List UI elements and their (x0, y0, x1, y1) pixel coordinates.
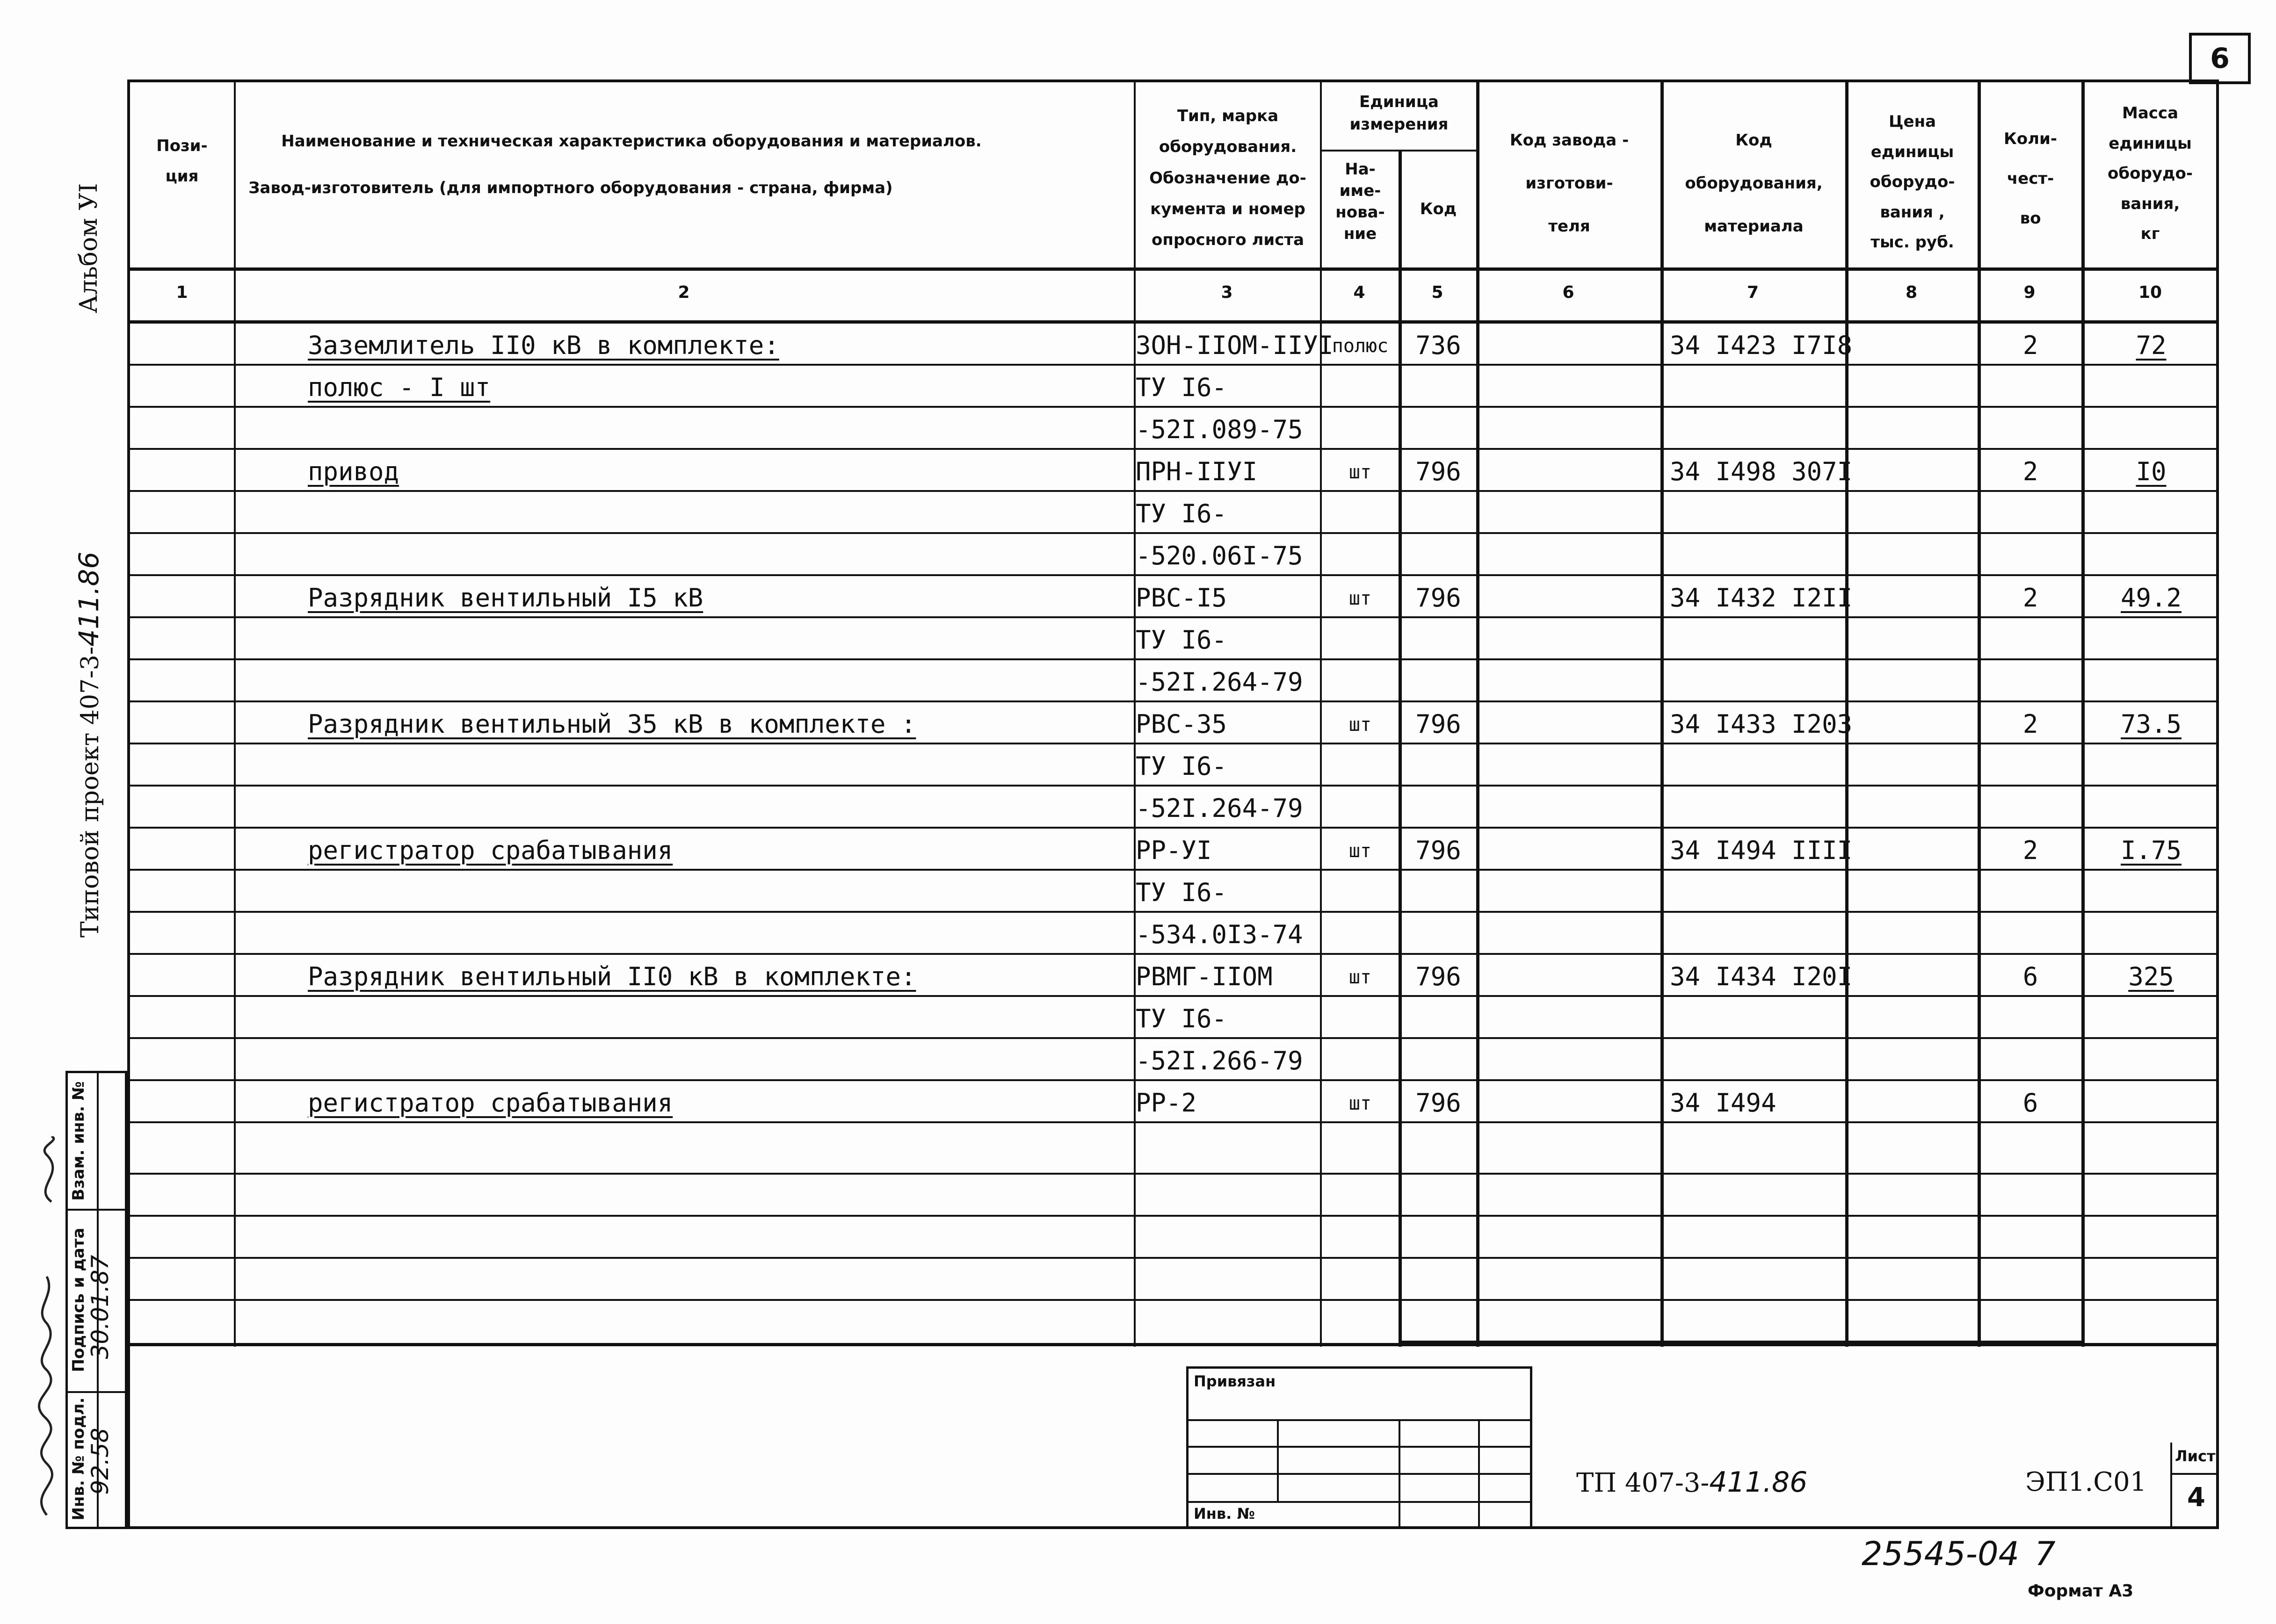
privyazan-label: Привязан (1194, 1372, 1276, 1390)
cell-type: -534.0I3-74 (1136, 920, 1303, 949)
cell-name: Разрядник вентильный II0 кВ в комплекте: (308, 962, 916, 991)
cell-equip-code: 34 I494 (1670, 1088, 1776, 1118)
colnum-1: 1 (176, 283, 188, 302)
cell-name: привод (308, 457, 399, 486)
cell-qty: 2 (2022, 331, 2038, 360)
cell-type: РР-УI (1136, 836, 1212, 865)
header-factory-code: Код завода - изготови- теля (1509, 131, 1629, 236)
cell-mass: 73.5 (2120, 709, 2182, 739)
cell-type: РВС-35 (1136, 709, 1227, 739)
format-label: Формат А3 (2028, 1581, 2134, 1601)
colnum-4: 4 (1353, 283, 1365, 302)
header-position: Пози- ция (156, 137, 208, 186)
cell-equip-code: 34 I434 I20I (1670, 962, 1853, 991)
cell-mass: I.75 (2120, 836, 2182, 865)
cell-unit: шт (1348, 967, 1372, 988)
cell-type: ТУ I6- (1136, 1004, 1227, 1033)
colnum-5: 5 (1431, 283, 1443, 302)
archive-number: 25545-04 (1862, 1535, 2020, 1573)
project-label (72, 551, 105, 938)
cell-unit: шт (1348, 462, 1372, 483)
cell-name: Разрядник вентильный I5 кВ (308, 583, 703, 613)
cell-code: 796 (1415, 709, 1461, 739)
cell-type: ТУ I6- (1136, 751, 1227, 781)
doc-mark: ЭП1.С01 (2025, 1467, 2147, 1497)
album-label: Альбом УI (75, 183, 103, 313)
cell-name: Разрядник вентильный 35 кВ в комплекте : (308, 709, 916, 739)
cell-equip-code: 34 I433 I203 (1670, 709, 1853, 739)
colnum-8: 8 (1905, 283, 1918, 302)
header-price: Цена единицы оборудо- вания , тыс. руб. (1870, 112, 1955, 252)
colnum-9: 9 (2023, 283, 2036, 302)
doc-code-prefix: ТП 407-3- (1576, 1468, 1710, 1498)
cell-type: ТУ I6- (1136, 499, 1227, 528)
cell-type: -520.06I-75 (1136, 541, 1303, 570)
cell-type: ТУ I6- (1136, 625, 1227, 655)
cell-name: регистратор срабатывания (308, 836, 673, 865)
date-handwritten: 30.01.87 (87, 1255, 114, 1359)
header-quantity: Коли- чест- во (2004, 130, 2057, 228)
header-name-line1: Наименование и техническая характеристика оборудования и материалов. (281, 132, 982, 151)
colnum-3: 3 (1221, 283, 1233, 302)
sheet-number: 4 (2187, 1482, 2205, 1513)
doc-code-handwritten: 411.86 (1709, 1466, 1808, 1499)
cell-mass: 72 (2136, 331, 2167, 360)
cell-type: ЗОН-IIОМ-IIУI (1136, 331, 1334, 360)
cell-code: 796 (1415, 583, 1461, 613)
cell-qty: 2 (2022, 583, 2038, 613)
cell-type: РВМГ-IIОМ (1136, 962, 1273, 991)
cell-qty: 2 (2022, 709, 2038, 739)
stamp-podpis-data: Подпись и дата (69, 1227, 88, 1372)
cell-code: 796 (1415, 457, 1461, 486)
project-label-text: Типовой проект 407-3- (76, 646, 104, 938)
stamp-inv-podl: Инв. № подл. (69, 1397, 88, 1521)
cell-unit: полюс (1332, 335, 1389, 357)
cell-unit: шт (1348, 714, 1372, 736)
sheet-label: Лист (2175, 1447, 2216, 1465)
colnum-6: 6 (1562, 283, 1574, 302)
cell-type: -52I.089-75 (1136, 415, 1303, 444)
cell-type: -52I.264-79 (1136, 794, 1303, 823)
cell-name: регистратор срабатывания (308, 1088, 673, 1118)
project-number-handwritten: 411.86 (73, 551, 105, 647)
sheet-badge: 6 (2189, 33, 2251, 84)
cell-code: 796 (1415, 836, 1461, 865)
header-name-line2: Завод-изготовитель (для импортного оборудования - страна, фирма) (248, 179, 893, 197)
colnum-7: 7 (1747, 283, 1759, 302)
cell-equip-code: 34 I494 IIII (1670, 836, 1853, 865)
cell-equip-code: 34 I423 I7I8 (1670, 331, 1853, 360)
cell-type: РВС-I5 (1136, 583, 1227, 613)
header-unit-name: На- име- нова- ние (1335, 160, 1385, 243)
cell-qty: 2 (2022, 836, 2038, 865)
header-equipment-code: Код оборудования, материала (1685, 131, 1823, 236)
cell-type: ПРН-IIУI (1136, 457, 1258, 486)
cell-mass: 49.2 (2120, 583, 2182, 613)
cell-type: ТУ I6- (1136, 878, 1227, 907)
cell-qty: 2 (2022, 457, 2038, 486)
cell-code: 796 (1415, 962, 1461, 991)
cell-type: -52I.266-79 (1136, 1046, 1303, 1075)
cell-name: полюс - I шт (308, 373, 491, 402)
cell-type: РР-2 (1136, 1088, 1197, 1118)
header-unit-code: Код (1420, 200, 1457, 218)
cell-code: 736 (1415, 331, 1461, 360)
cell-mass: I0 (2136, 457, 2167, 486)
cell-equip-code: 34 I498 307I (1670, 457, 1853, 486)
inv-no-handwritten: 92.58 (87, 1428, 114, 1495)
cell-type: ТУ I6- (1136, 373, 1227, 402)
cell-equip-code: 34 I432 I2II (1670, 583, 1853, 613)
colnum-10: 10 (2138, 283, 2162, 302)
cell-qty: 6 (2022, 1088, 2038, 1118)
cell-unit: шт (1348, 840, 1372, 862)
cell-type: -52I.264-79 (1136, 667, 1303, 697)
cell-name: Заземлитель II0 кВ в комплекте: (308, 331, 779, 360)
stamp-zam-inv: Взам. инв. № (69, 1081, 88, 1201)
archive-sheet: 7 (2035, 1535, 2056, 1573)
colnum-2: 2 (678, 283, 690, 302)
cell-qty: 6 (2022, 962, 2038, 991)
signature-scribbles (19, 1136, 75, 1520)
cell-code: 796 (1415, 1088, 1461, 1118)
cell-unit: шт (1348, 1093, 1372, 1114)
cell-mass: 325 (2128, 962, 2174, 991)
header-mass: Масса единицы оборудо- вания, кг (2108, 104, 2193, 244)
header-unit-group: Единица измерения (1349, 93, 1449, 134)
header-type: Тип, марка оборудования. Обозначение до- кумента и номер опросного листа (1149, 107, 1306, 250)
inv-no-label: Инв. № (1194, 1505, 1255, 1523)
cell-unit: шт (1348, 588, 1372, 609)
doc-code (1576, 1466, 1808, 1499)
